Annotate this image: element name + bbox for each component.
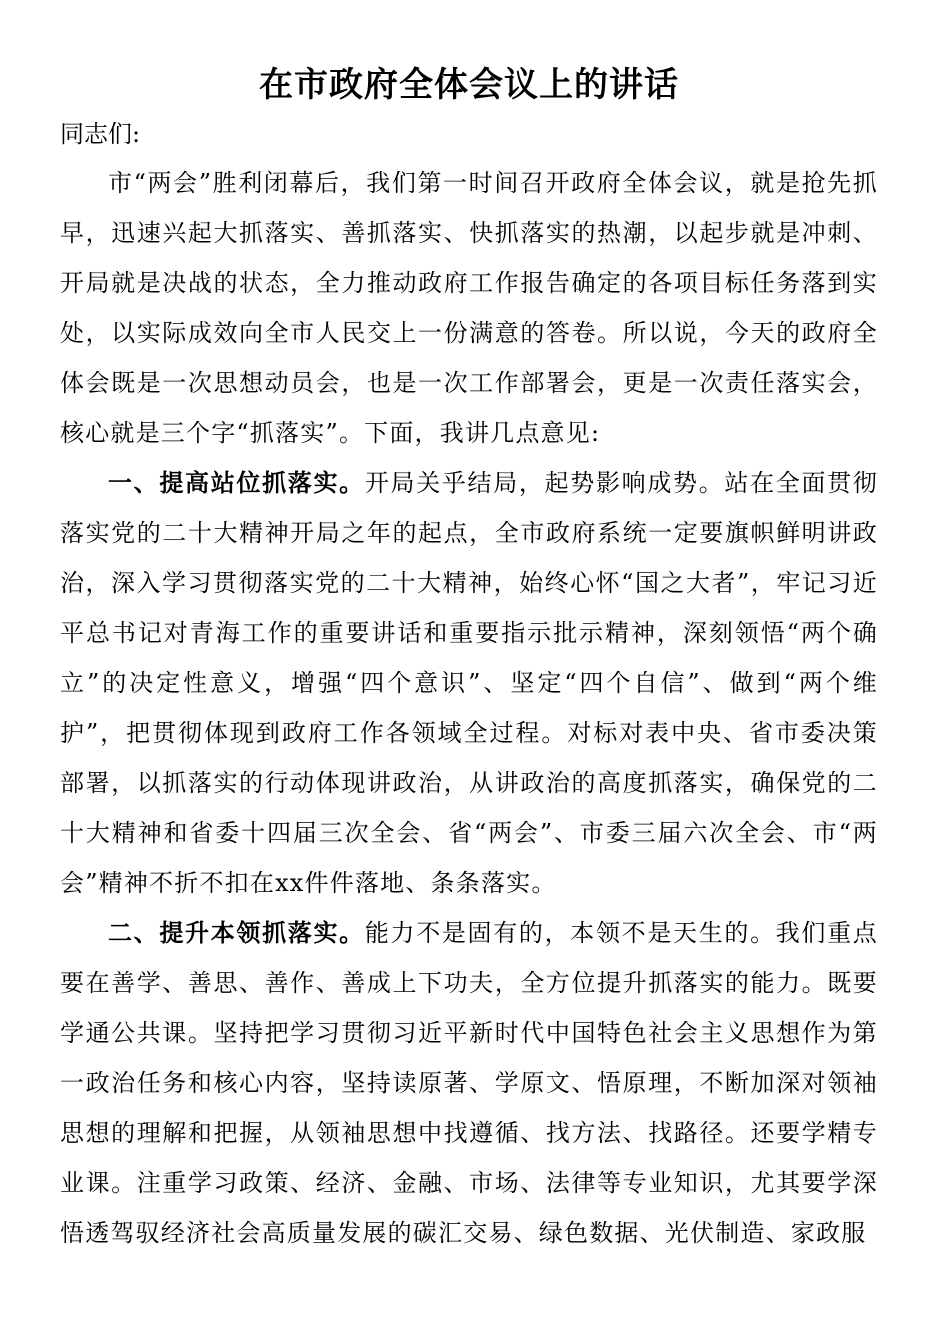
section-heading-2: 二、提升本领抓落实。 [108, 919, 365, 947]
section-paragraph-2 [60, 908, 878, 1258]
intro-paragraph: 市“两会”胜利闭幕后，我们第一时间召开政府全体会议，就是抢先抓早，迅速兴起大抓落实、善抓落实、快抓落实的热潮，以起步就是冲刺、开局就是决战的状态，全力推动政府工作报告确定的各项目标任务落到实处，以实际成效向全市人民交上一份满意的答卷。所以说，今天的政府全体会既是一次思想动员会，也是一次工作部署会，更是一次责任落实会，核心就是三个字“抓落实”。下面，我讲几点意见: [60, 169, 878, 447]
salutation: 同志们: [60, 120, 141, 148]
section-body-1: 开局关乎结局，起势影响成势。站在全面贯彻落实党的二十大精神开局之年的起点，全市政府系统一定要旗帜鲜明讲政治，深入学习贯彻落实党的二十大精神，始终心怀“国之大者”，牢记习近平总书记对青海工作的重要讲话和重要指示批示精神，深刻领悟“两个确立”的决定性意义，增强“四个意识”、坚定“四个自信”、做到“两个维护”，把贯彻体现到政府工作各领域全过程。对标对表中央、省市委决策部署，以抓落实的行动体现讲政治，从讲政治的高度抓落实，确保党的二十大精神和省委十四届三次全会、省“两会”、市委三届六次全会、市“两会”精神不折不扣在xx件件落地、条条落实。 [60, 469, 878, 897]
section-heading-1: 一、提高站位抓落实。 [108, 469, 365, 497]
document-title: 在市政府全体会议上的讲话 [259, 65, 679, 105]
section-paragraph-1 [60, 458, 878, 908]
section-body-2: 能力不是固有的，本领不是天生的。我们重点要在善学、善思、善作、善成上下功夫，全方位提升抓落实的能力。既要学通公共课。坚持把学习贯彻习近平新时代中国特色社会主义思想作为第一政治任务和核心内容，坚持读原著、学原文、悟原理，不断加深对领袖思想的理解和把握，从领袖思想中找遵循、找方法、找路径。还要学精专业课。注重学习政策、经济、金融、市场、法律等专业知识，尤其要学深悟透驾驭经济社会高质量发展的碳汇交易、绿色数据、光伏制造、家政服 [60, 919, 878, 1247]
